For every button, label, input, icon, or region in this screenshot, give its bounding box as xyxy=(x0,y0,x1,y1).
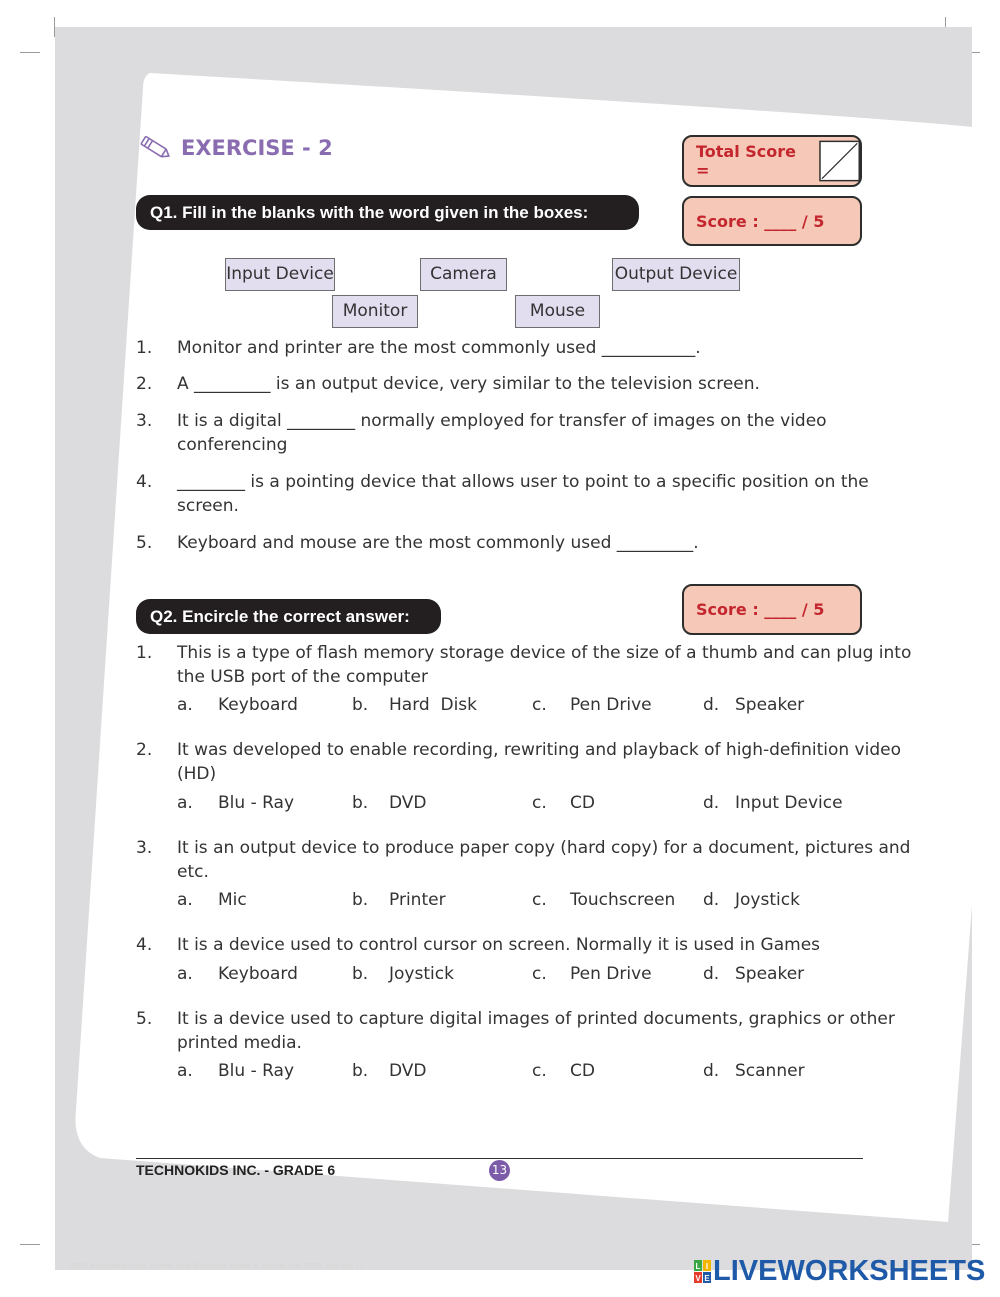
brand-name[interactable]: LIVEWORKSHEETS xyxy=(713,1255,986,1287)
q2-item-line: It is an output device to produce paper copy (hard copy) for a document, pictures and xyxy=(177,838,911,858)
svg-text:I: I xyxy=(705,1262,709,1271)
q1-item-text[interactable] xyxy=(177,531,699,555)
option-letter: d. xyxy=(703,890,720,910)
option-letter: b. xyxy=(352,1061,369,1081)
q2-item-line: This is a type of flash memory storage device of the size of a thumb and can plug into xyxy=(177,643,912,663)
option-letter: b. xyxy=(352,964,369,984)
option-choice[interactable]: Input Device xyxy=(735,793,843,813)
q1-item-line: ________ is a pointing device that allows user to point to a specific position on the xyxy=(177,472,869,492)
q2-score-text: Score : ____ / 5 xyxy=(696,600,825,619)
footer-title: TECHNOKIDS INC. - GRADE 6 xyxy=(136,1162,336,1178)
option-choice[interactable]: Keyboard xyxy=(218,964,298,984)
q2-score-box[interactable] xyxy=(682,584,862,635)
q1-item-line: Monitor and printer are the most commonly used ___________. xyxy=(177,338,701,358)
q2-item-line: etc. xyxy=(177,862,209,882)
option-choice[interactable]: Blu - Ray xyxy=(218,793,295,813)
svg-text:V: V xyxy=(695,1274,701,1283)
option-choice[interactable]: Printer xyxy=(389,890,446,910)
q2-item-text xyxy=(177,738,901,786)
option-choice[interactable]: Keyboard xyxy=(218,695,298,715)
option-letter: c. xyxy=(532,793,547,813)
q1-score-text: Score : ____ / 5 xyxy=(696,211,825,231)
page-number: 13 xyxy=(489,1160,510,1181)
option-letter: a. xyxy=(177,695,193,715)
total-score-label: Total Score = xyxy=(696,142,797,180)
q1-item-line: screen. xyxy=(177,496,239,516)
option-choice[interactable]: Speaker xyxy=(735,695,805,715)
option-letter: d. xyxy=(703,793,720,813)
q1-item-number: 2. xyxy=(136,374,153,394)
option-choice[interactable]: Blu - Ray xyxy=(218,1061,295,1081)
q2-item-number: 2. xyxy=(136,740,153,760)
option-choice[interactable]: Scanner xyxy=(735,1061,805,1081)
svg-text:L: L xyxy=(695,1262,701,1271)
exercise-title-text: EXERCISE - 2 xyxy=(181,136,333,160)
option-letter: d. xyxy=(703,1061,720,1081)
option-letter: b. xyxy=(352,890,369,910)
q1-item-text[interactable] xyxy=(177,336,701,360)
q2-item-text xyxy=(177,836,910,884)
q2-item-text xyxy=(177,641,911,689)
option-letter: c. xyxy=(532,964,547,984)
total-score-field[interactable] xyxy=(819,140,860,182)
q2-heading: Q2. Encircle the correct answer: xyxy=(136,599,441,634)
option-choice[interactable]: Joystick xyxy=(389,964,454,984)
option-letter: a. xyxy=(177,890,193,910)
option-letter: a. xyxy=(177,964,193,984)
q2-item-text xyxy=(177,1007,895,1055)
q1-item-line: A _________ is an output device, very similar to the television screen. xyxy=(177,374,760,394)
q1-item-number: 5. xyxy=(136,533,153,553)
option-choice[interactable]: Joystick xyxy=(735,890,800,910)
q1-item-number: 4. xyxy=(136,472,153,492)
q1-item-line: It is a digital ________ normally employed for transfer of images on the video xyxy=(177,411,827,431)
option-choice[interactable]: Mic xyxy=(218,890,247,910)
option-letter: a. xyxy=(177,793,193,813)
q2-item-number: 5. xyxy=(136,1009,153,1029)
total-score-box xyxy=(682,135,862,187)
q2-item-number: 4. xyxy=(136,935,153,955)
pencil-icon xyxy=(137,134,173,162)
option-choice[interactable]: Hard Disk xyxy=(389,695,478,715)
exercise-title xyxy=(137,134,333,162)
word-box-output-device[interactable]: Output Device xyxy=(612,258,740,291)
option-letter: a. xyxy=(177,1061,193,1081)
option-choice[interactable]: Speaker xyxy=(735,964,805,984)
word-box-mouse[interactable]: Mouse xyxy=(515,295,600,328)
q1-item-number: 3. xyxy=(136,411,153,431)
option-choice[interactable]: DVD xyxy=(389,793,427,813)
q1-item-text[interactable] xyxy=(177,372,760,396)
q2-item-line: It is a device used to control cursor on screen. Normally it is used in Games xyxy=(177,935,821,955)
footer-divider xyxy=(136,1158,863,1159)
q1-item-text[interactable] xyxy=(177,470,869,518)
q2-item-line: printed media. xyxy=(177,1033,302,1053)
option-choice[interactable]: DVD xyxy=(389,1061,427,1081)
option-letter: d. xyxy=(703,695,720,715)
q1-heading: Q1. Fill in the blanks with the word given in the boxes: xyxy=(136,195,639,230)
option-choice[interactable]: CD xyxy=(570,1061,595,1081)
liveworksheets-logo-icon xyxy=(694,1260,712,1284)
q2-item-number: 3. xyxy=(136,838,153,858)
option-letter: c. xyxy=(532,695,547,715)
q1-item-line: Keyboard and mouse are the most commonly used _________. xyxy=(177,533,699,553)
option-choice[interactable]: CD xyxy=(570,793,595,813)
q1-item-number: 1. xyxy=(136,338,153,358)
option-choice[interactable]: Touchscreen xyxy=(570,890,676,910)
q1-item-text[interactable] xyxy=(177,409,827,457)
q2-item-text xyxy=(177,933,820,957)
option-letter: b. xyxy=(352,793,369,813)
option-letter: c. xyxy=(532,890,547,910)
file-note: IDNB_Knowledge Hub_Techno Kids Workbook Grade 6_Reprint July 2015_Text.pdf 13 xyxy=(70,1262,364,1270)
word-box-camera[interactable]: Camera xyxy=(420,258,507,291)
q2-item-line: It is a device used to capture digital images of printed documents, graphics or other xyxy=(177,1009,895,1029)
option-letter: d. xyxy=(703,964,720,984)
svg-text:E: E xyxy=(704,1274,710,1283)
q2-item-line: (HD) xyxy=(177,764,217,784)
word-box-input-device[interactable]: Input Device xyxy=(225,258,335,291)
q2-item-line: the USB port of the computer xyxy=(177,667,428,687)
q1-score-box[interactable] xyxy=(682,196,862,246)
q1-item-line: conferencing xyxy=(177,435,288,455)
option-choice[interactable]: Pen Drive xyxy=(570,964,652,984)
option-letter: b. xyxy=(352,695,369,715)
option-letter: c. xyxy=(532,1061,547,1081)
word-box-monitor[interactable]: Monitor xyxy=(332,295,418,328)
option-choice[interactable]: Pen Drive xyxy=(570,695,652,715)
q2-item-line: It was developed to enable recording, rewriting and playback of high-definition video xyxy=(177,740,901,760)
q2-item-number: 1. xyxy=(136,643,153,663)
